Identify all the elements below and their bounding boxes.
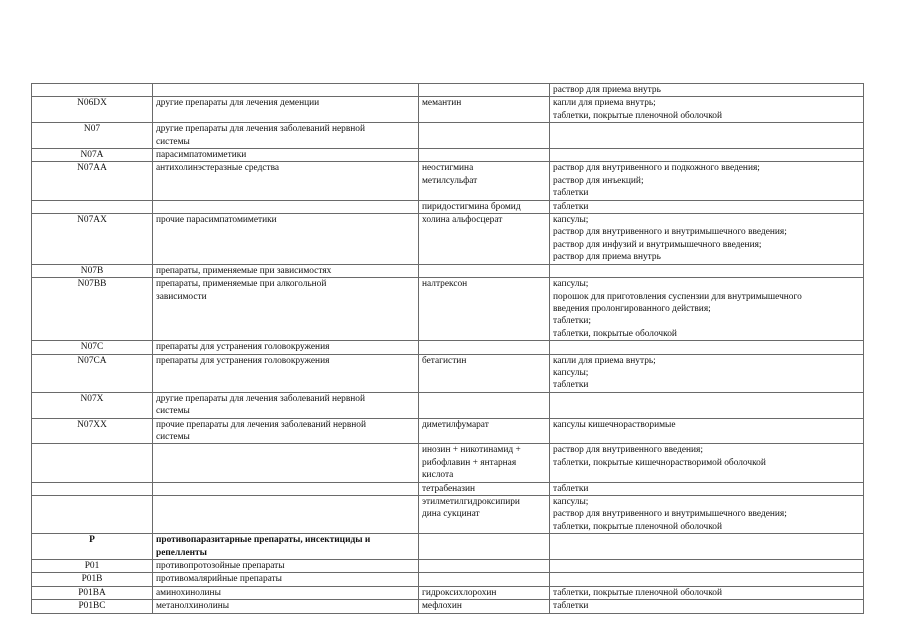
cell-text-line: рибофлавин + янтарная xyxy=(422,457,517,468)
cell-text-line: N07A xyxy=(80,150,104,161)
dosage-form-cell xyxy=(550,200,864,213)
cell-text-line: метанолхинолины xyxy=(156,601,230,612)
dosage-form-cell xyxy=(550,482,864,495)
cell-text-line: раствор для инъекций; xyxy=(553,175,644,186)
cell-text-line: N07BB xyxy=(77,279,107,290)
cell-text-line: P01BA xyxy=(78,587,106,598)
atc-code-cell xyxy=(32,573,153,586)
cell-text-line: N07AX xyxy=(77,215,107,226)
dosage-form-cell xyxy=(550,162,864,200)
cell-text-line: капсулы кишечнорастворимые xyxy=(553,419,676,430)
cell-text-line: P01 xyxy=(84,561,100,572)
group-name-cell xyxy=(153,586,419,599)
table-row xyxy=(32,573,864,586)
table-row xyxy=(32,482,864,495)
group-name-cell xyxy=(153,444,419,482)
drug-classification-table xyxy=(31,83,864,614)
cell-text-line: таблетки, покрытые пленочной оболочкой xyxy=(553,110,722,121)
atc-code-cell xyxy=(32,341,153,354)
group-name-cell xyxy=(153,482,419,495)
cell-text-line: раствор для внутривенного введения; xyxy=(553,445,703,456)
table-row xyxy=(32,392,864,418)
cell-text-line: таблетки, покрытые кишечнорастворимой оболочкой xyxy=(553,457,766,468)
cell-text-line: препараты для устранения головокружения xyxy=(156,355,330,366)
cell-text-line: аминохинолины xyxy=(156,587,221,598)
cell-text-line: капсулы; xyxy=(553,367,589,378)
group-name-cell xyxy=(153,341,419,354)
group-name-cell xyxy=(153,200,419,213)
substance-cell xyxy=(419,418,550,444)
cell-text-line: препараты, применяемые при алкогольной xyxy=(156,279,327,290)
atc-code-cell xyxy=(32,149,153,162)
cell-text-line: N07AA xyxy=(77,163,107,174)
atc-code-cell xyxy=(32,496,153,534)
atc-code-cell xyxy=(32,444,153,482)
atc-code-cell xyxy=(32,123,153,149)
dosage-form-cell xyxy=(550,123,864,149)
table-row xyxy=(32,97,864,123)
atc-code-cell xyxy=(32,264,153,277)
substance-cell xyxy=(419,482,550,495)
atc-code-cell xyxy=(32,84,153,97)
cell-text-line: другие препараты для лечения заболеваний нервной xyxy=(156,393,365,404)
cell-text-line: препараты, применяемые при зависимостях xyxy=(156,265,332,276)
table-row xyxy=(32,214,864,265)
dosage-form-cell xyxy=(550,354,864,392)
cell-text-line: таблетки xyxy=(553,201,589,212)
atc-code-cell xyxy=(32,560,153,573)
cell-text-line: прочие парасимпатомиметики xyxy=(156,215,277,226)
atc-code-cell xyxy=(32,600,153,613)
cell-text-line: системы xyxy=(156,406,190,417)
cell-text-line: этилметилгидроксипири xyxy=(422,497,520,507)
group-name-cell xyxy=(153,560,419,573)
substance-cell xyxy=(419,600,550,613)
substance-cell xyxy=(419,84,550,97)
substance-cell xyxy=(419,278,550,341)
cell-text-line: таблетки xyxy=(553,380,589,391)
cell-text-line: таблетки, покрытые пленочной оболочкой xyxy=(553,587,722,598)
substance-cell xyxy=(419,534,550,560)
group-name-cell xyxy=(153,214,419,265)
cell-text-line: раствор для внутривенного и внутримышечного введения; xyxy=(553,509,787,520)
atc-code-cell xyxy=(32,214,153,265)
group-name-cell xyxy=(153,278,419,341)
table-row xyxy=(32,264,864,277)
table-row xyxy=(32,418,864,444)
dosage-form-cell xyxy=(550,600,864,613)
cell-text-line: парасимпатомиметики xyxy=(156,150,247,161)
cell-text-line: раствор для внутривенного и внутримышечного введения; xyxy=(553,227,787,238)
atc-code-cell xyxy=(32,354,153,392)
cell-text-line: капли для приема внутрь; xyxy=(553,355,656,366)
cell-text-line: гидроксихлорохин xyxy=(422,587,497,598)
group-name-cell xyxy=(153,600,419,613)
cell-text-line: раствор для приема внутрь xyxy=(553,252,661,263)
substance-cell xyxy=(419,392,550,418)
table-row xyxy=(32,162,864,200)
dosage-form-cell xyxy=(550,214,864,265)
cell-text-line: системы xyxy=(156,431,190,442)
dosage-form-cell xyxy=(550,392,864,418)
substance-cell xyxy=(419,444,550,482)
atc-code-cell xyxy=(32,482,153,495)
group-name-cell xyxy=(153,149,419,162)
dosage-form-cell xyxy=(550,534,864,560)
cell-text-line: капсулы; xyxy=(553,497,589,507)
group-name-cell xyxy=(153,418,419,444)
table-row xyxy=(32,84,864,97)
table-row xyxy=(32,444,864,482)
cell-text-line: N07CA xyxy=(77,355,107,366)
cell-text-line: таблетки, покрытые пленочной оболочкой xyxy=(553,521,722,532)
substance-cell xyxy=(419,162,550,200)
substance-cell xyxy=(419,264,550,277)
cell-text-line: пиридостигмина бромид xyxy=(422,201,521,212)
cell-text-line: P xyxy=(89,535,95,546)
dosage-form-cell xyxy=(550,264,864,277)
substance-cell xyxy=(419,123,550,149)
substance-cell xyxy=(419,341,550,354)
group-name-cell xyxy=(153,264,419,277)
cell-text-line: препараты для устранения головокружения xyxy=(156,342,330,353)
cell-text-line: раствор для инфузий и внутримышечного введения; xyxy=(553,239,762,250)
cell-text-line: P01BC xyxy=(78,601,106,612)
substance-cell xyxy=(419,586,550,599)
atc-code-cell xyxy=(32,278,153,341)
table-row xyxy=(32,200,864,213)
atc-code-cell xyxy=(32,97,153,123)
substance-cell xyxy=(419,354,550,392)
substance-cell xyxy=(419,214,550,265)
atc-code-cell xyxy=(32,418,153,444)
group-name-cell xyxy=(153,354,419,392)
cell-text-line: противомалярийные препараты xyxy=(156,574,282,585)
dosage-form-cell xyxy=(550,97,864,123)
cell-text-line: тетрабеназин xyxy=(422,483,476,494)
table-row xyxy=(32,123,864,149)
cell-text-line: мемантин xyxy=(422,98,462,109)
atc-code-cell xyxy=(32,162,153,200)
dosage-form-cell xyxy=(550,278,864,341)
table-row xyxy=(32,341,864,354)
atc-code-cell xyxy=(32,200,153,213)
table-row xyxy=(32,354,864,392)
dosage-form-cell xyxy=(550,496,864,534)
cell-text-line: другие препараты для лечения деменции xyxy=(156,98,320,109)
cell-text-line: таблетки, покрытые оболочкой xyxy=(553,328,677,339)
table-row xyxy=(32,149,864,162)
dosage-form-cell xyxy=(550,573,864,586)
cell-text-line: таблетки; xyxy=(553,316,592,327)
cell-text-line: прочие препараты для лечения заболеваний нервной xyxy=(156,419,366,430)
dosage-form-cell xyxy=(550,341,864,354)
cell-text-line: P01B xyxy=(81,574,103,585)
cell-text-line: инозин + никотинамид + xyxy=(422,445,521,456)
cell-text-line: дина сукцинат xyxy=(422,509,480,520)
cell-text-line: мефлохин xyxy=(422,601,462,612)
substance-cell xyxy=(419,200,550,213)
dosage-form-cell xyxy=(550,560,864,573)
cell-text-line: бетагистин xyxy=(422,355,467,366)
table-row xyxy=(32,600,864,613)
cell-text-line: N06DX xyxy=(77,98,107,109)
group-name-cell xyxy=(153,162,419,200)
group-name-cell xyxy=(153,97,419,123)
cell-text-line: налтрексон xyxy=(422,279,468,290)
substance-cell xyxy=(419,560,550,573)
cell-text-line: капсулы; xyxy=(553,215,589,226)
cell-text-line: N07X xyxy=(80,393,104,404)
cell-text-line: холина альфосцерат xyxy=(422,215,503,226)
cell-text-line: неостигмина xyxy=(422,163,474,174)
cell-text-line: таблетки xyxy=(553,483,589,494)
group-name-cell xyxy=(153,84,419,97)
table-row xyxy=(32,496,864,534)
table-row xyxy=(32,278,864,341)
cell-text-line: диметилфумарат xyxy=(422,419,489,430)
atc-code-cell xyxy=(32,534,153,560)
cell-text-line: N07 xyxy=(83,124,101,135)
atc-code-cell xyxy=(32,392,153,418)
table-row xyxy=(32,560,864,573)
table-row xyxy=(32,586,864,599)
cell-text-line: введения пролонгированного действия; xyxy=(553,303,711,314)
substance-cell xyxy=(419,573,550,586)
cell-text-line: раствор для приема внутрь xyxy=(553,85,661,95)
cell-text-line: капли для приема внутрь; xyxy=(553,98,656,109)
cell-text-line: репелленты xyxy=(156,547,207,558)
cell-text-line: метилсульфат xyxy=(422,175,478,186)
group-name-cell xyxy=(153,534,419,560)
group-name-cell xyxy=(153,496,419,534)
cell-text-line: противопротозойные препараты xyxy=(156,561,285,572)
table-row xyxy=(32,534,864,560)
cell-text-line: другие препараты для лечения заболеваний нервной xyxy=(156,124,365,135)
cell-text-line: N07XX xyxy=(77,419,107,430)
cell-text-line: N07C xyxy=(80,342,104,353)
table-body xyxy=(32,84,864,614)
cell-text-line: зависимости xyxy=(156,291,207,302)
dosage-form-cell xyxy=(550,444,864,482)
group-name-cell xyxy=(153,392,419,418)
substance-cell xyxy=(419,149,550,162)
cell-text-line: раствор для внутривенного и подкожного введения; xyxy=(553,163,760,174)
substance-cell xyxy=(419,97,550,123)
atc-code-cell xyxy=(32,586,153,599)
cell-text-line: таблетки xyxy=(553,188,589,199)
cell-text-line: противопаразитарные препараты, инсектициды и xyxy=(156,535,371,546)
dosage-form-cell xyxy=(550,418,864,444)
group-name-cell xyxy=(153,123,419,149)
cell-text-line: системы xyxy=(156,136,190,147)
cell-text-line: порошок для приготовления суспензии для внутримышечного xyxy=(553,291,802,302)
cell-text-line: кислота xyxy=(422,470,454,481)
cell-text-line: таблетки xyxy=(553,601,589,612)
dosage-form-cell xyxy=(550,84,864,97)
cell-text-line: антихолинэстеразные средства xyxy=(156,163,280,174)
cell-text-line: капсулы; xyxy=(553,279,589,290)
group-name-cell xyxy=(153,573,419,586)
dosage-form-cell xyxy=(550,586,864,599)
substance-cell xyxy=(419,496,550,534)
cell-text-line: N07B xyxy=(80,265,104,276)
dosage-form-cell xyxy=(550,149,864,162)
